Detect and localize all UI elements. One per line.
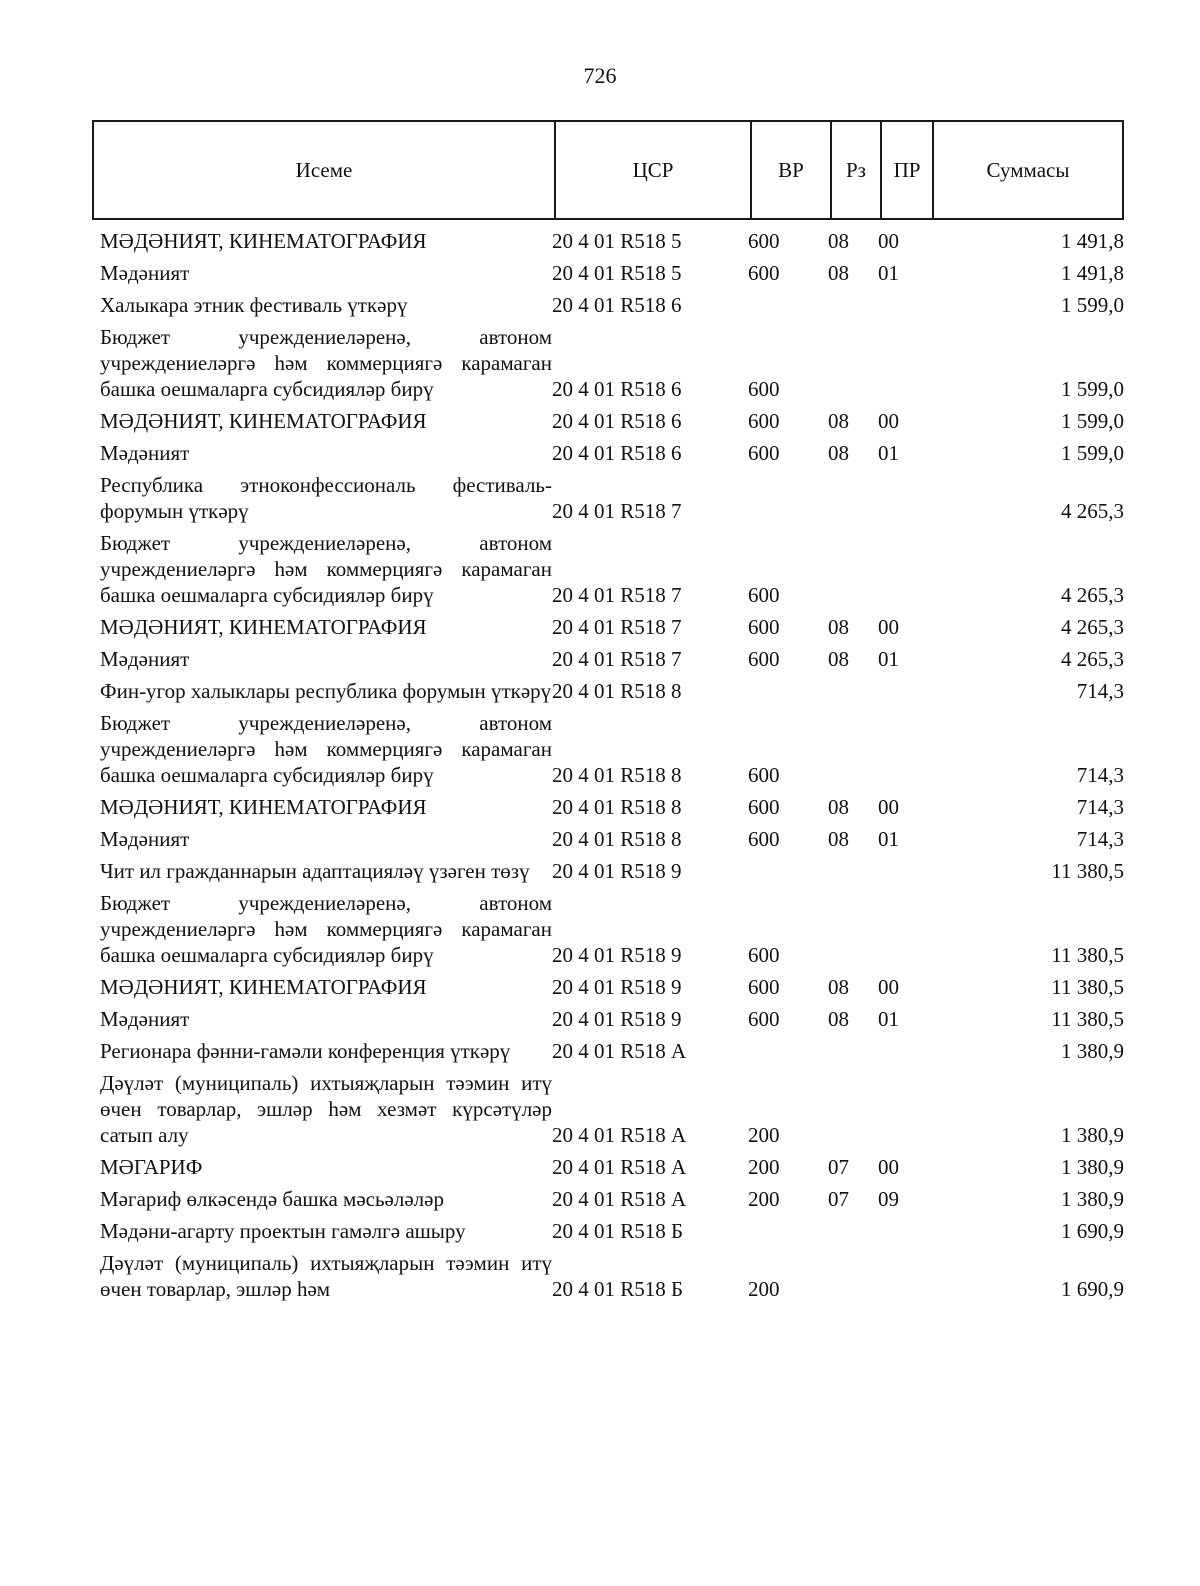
column-header-csr: ЦСР: [554, 122, 750, 218]
table-row: [100, 1212, 1124, 1244]
cell-rz: [828, 852, 878, 884]
cell-vr: [748, 672, 828, 704]
page-number: 726: [583, 63, 617, 88]
cell-sum: 1 690,9: [1061, 1219, 1124, 1243]
cell-name: Мәдәният: [100, 1007, 190, 1031]
cell-rz: 08: [828, 647, 849, 671]
cell-rz: [828, 318, 878, 402]
cell-rz: 08: [828, 229, 849, 253]
column-header-rz: Рз: [830, 122, 880, 218]
cell-name: Мәдәни-агарту проектын гамәлгә ашыру: [100, 1219, 466, 1243]
cell-name: Бюджет учреждениеләренә, автоном учреждениеләргә һәм коммерциягә карамаган башка оешмаларга субсидияләр бирү: [100, 711, 552, 787]
column-header-pr: ПР: [880, 122, 932, 218]
cell-csr: 20 4 01 R518 9: [552, 859, 682, 883]
cell-vr: [748, 1032, 828, 1064]
cell-name: Фин-угор халыклары республика форумын үткәрү: [100, 679, 552, 703]
cell-name: МӘГАРИФ: [100, 1155, 203, 1179]
cell-pr: 00: [878, 795, 899, 819]
cell-rz: [828, 466, 878, 524]
table-row: [100, 608, 1124, 640]
cell-vr: 600: [748, 409, 780, 433]
cell-csr: 20 4 01 R518 6: [552, 409, 682, 433]
cell-rz: [828, 1212, 878, 1244]
cell-sum: 1 599,0: [1061, 441, 1124, 465]
cell-sum: 11 380,5: [1051, 975, 1124, 999]
cell-pr: [878, 524, 930, 608]
cell-vr: 600: [748, 377, 780, 401]
cell-vr: 600: [748, 261, 780, 285]
table-row: [100, 788, 1124, 820]
table-row: [100, 704, 1124, 788]
cell-pr: [878, 672, 930, 704]
cell-vr: 600: [748, 1007, 780, 1031]
cell-name: Мәдәният: [100, 647, 190, 671]
cell-rz: [828, 1064, 878, 1148]
cell-sum: 1 380,9: [1061, 1155, 1124, 1179]
cell-csr: 20 4 01 R518 7: [552, 615, 682, 639]
table-row: [100, 1244, 1124, 1302]
table-row: [100, 434, 1124, 466]
cell-vr: 600: [748, 615, 780, 639]
table-row: [100, 1148, 1124, 1180]
cell-pr: 00: [878, 1155, 899, 1179]
cell-sum: 714,3: [1076, 827, 1124, 851]
cell-rz: 08: [828, 441, 849, 465]
cell-vr: 200: [748, 1123, 780, 1147]
cell-vr: [748, 852, 828, 884]
cell-name: Дәүләт (муниципаль) ихтыяҗларын тәэмин итү өчен товарлар, эшләр һәм: [100, 1251, 552, 1301]
cell-sum: 1 491,8: [1061, 229, 1124, 253]
cell-csr: 20 4 01 R518 8: [552, 827, 682, 851]
cell-sum: 11 380,5: [1051, 943, 1124, 967]
cell-vr: 600: [748, 795, 780, 819]
cell-csr: 20 4 01 R518 Б: [552, 1219, 684, 1243]
cell-vr: 600: [748, 583, 780, 607]
cell-vr: 600: [748, 827, 780, 851]
cell-vr: 200: [748, 1155, 780, 1179]
cell-pr: [878, 318, 930, 402]
cell-vr: 200: [748, 1277, 780, 1301]
cell-rz: [828, 1244, 878, 1302]
cell-name: МӘДӘНИЯТ, КИНЕМАТОГРАФИЯ: [100, 229, 427, 253]
table-row: [100, 852, 1124, 884]
cell-sum: 1 599,0: [1061, 293, 1124, 317]
table-header: [92, 120, 1124, 220]
cell-name: Дәүләт (муниципаль) ихтыяҗларын тәэмин итү өчен товарлар, эшләр һәм хезмәт күрсәтүләр сатып алу: [100, 1071, 552, 1147]
table-row: [100, 1032, 1124, 1064]
cell-pr: 01: [878, 827, 899, 851]
cell-pr: [878, 1244, 930, 1302]
cell-name: Республика этноконфессиональ фестиваль-форумын үткәрү: [100, 473, 552, 523]
cell-pr: [878, 286, 930, 318]
cell-name: Халыкара этник фестиваль үткәрү: [100, 293, 408, 317]
cell-sum: 1 380,9: [1061, 1123, 1124, 1147]
cell-sum: 11 380,5: [1051, 859, 1124, 883]
cell-pr: [878, 704, 930, 788]
cell-name: МӘДӘНИЯТ, КИНЕМАТОГРАФИЯ: [100, 615, 427, 639]
cell-sum: 1 491,8: [1061, 261, 1124, 285]
cell-name: Мәдәният: [100, 441, 190, 465]
cell-vr: 600: [748, 441, 780, 465]
cell-vr: [748, 1212, 828, 1244]
table-row: [100, 254, 1124, 286]
cell-pr: 00: [878, 975, 899, 999]
table-row: [100, 820, 1124, 852]
cell-sum: 4 265,3: [1061, 615, 1124, 639]
table-row: [100, 318, 1124, 402]
cell-pr: 01: [878, 647, 899, 671]
table-row: [100, 640, 1124, 672]
cell-rz: 07: [828, 1155, 849, 1179]
cell-vr: 600: [748, 647, 780, 671]
cell-rz: 08: [828, 615, 849, 639]
cell-csr: 20 4 01 R518 А: [552, 1039, 687, 1063]
cell-sum: 714,3: [1076, 763, 1124, 787]
cell-name: Мәдәният: [100, 827, 190, 851]
cell-rz: [828, 286, 878, 318]
cell-csr: 20 4 01 R518 7: [552, 499, 682, 523]
cell-vr: [748, 286, 828, 318]
cell-name: Бюджет учреждениеләренә, автоном учреждениеләргә һәм коммерциягә карамаган башка оешмаларга субсидияләр бирү: [100, 891, 552, 967]
cell-rz: 07: [828, 1187, 849, 1211]
cell-pr: [878, 1212, 930, 1244]
cell-pr: [878, 1032, 930, 1064]
cell-rz: [828, 524, 878, 608]
cell-pr: 00: [878, 409, 899, 433]
cell-csr: 20 4 01 R518 А: [552, 1155, 687, 1179]
table-body: [100, 222, 1124, 1302]
cell-csr: 20 4 01 R518 5: [552, 229, 682, 253]
cell-rz: [828, 672, 878, 704]
cell-sum: 1 690,9: [1061, 1277, 1124, 1301]
table-row: [100, 402, 1124, 434]
cell-name: МӘДӘНИЯТ, КИНЕМАТОГРАФИЯ: [100, 975, 427, 999]
cell-rz: [828, 884, 878, 968]
cell-sum: 714,3: [1076, 679, 1124, 703]
cell-pr: 09: [878, 1187, 899, 1211]
cell-pr: [878, 1064, 930, 1148]
cell-csr: 20 4 01 R518 А: [552, 1123, 687, 1147]
cell-csr: 20 4 01 R518 8: [552, 763, 682, 787]
cell-pr: 00: [878, 615, 899, 639]
cell-sum: 1 599,0: [1061, 377, 1124, 401]
table-row: [100, 222, 1124, 254]
cell-csr: 20 4 01 R518 7: [552, 583, 682, 607]
cell-csr: 20 4 01 R518 9: [552, 1007, 682, 1031]
table-row: [100, 1064, 1124, 1148]
cell-vr: 600: [748, 943, 780, 967]
cell-name: Мәгариф өлкәсендә башка мәсьәләләр: [100, 1187, 444, 1211]
column-header-name: Исеме: [295, 157, 353, 182]
cell-rz: 08: [828, 1007, 849, 1031]
cell-vr: 600: [748, 975, 780, 999]
table-row: [100, 286, 1124, 318]
cell-vr: 600: [748, 763, 780, 787]
cell-csr: 20 4 01 R518 5: [552, 261, 682, 285]
budget-table: [100, 222, 1124, 1302]
cell-rz: [828, 1032, 878, 1064]
cell-rz: 08: [828, 975, 849, 999]
cell-sum: 714,3: [1076, 795, 1124, 819]
cell-csr: 20 4 01 R518 А: [552, 1187, 687, 1211]
table-row: [100, 1000, 1124, 1032]
table-row: [100, 672, 1124, 704]
table-row: [100, 524, 1124, 608]
cell-vr: [748, 466, 828, 524]
cell-name: Мәдәният: [100, 261, 190, 285]
cell-pr: 00: [878, 229, 899, 253]
cell-rz: 08: [828, 795, 849, 819]
cell-name: МӘДӘНИЯТ, КИНЕМАТОГРАФИЯ: [100, 409, 427, 433]
cell-name: Бюджет учреждениеләренә, автоном учреждениеләргә һәм коммерциягә карамаган башка оешмаларга субсидияләр бирү: [100, 325, 552, 401]
cell-sum: 11 380,5: [1051, 1007, 1124, 1031]
cell-pr: [878, 852, 930, 884]
cell-name: МӘДӘНИЯТ, КИНЕМАТОГРАФИЯ: [100, 795, 427, 819]
cell-csr: 20 4 01 R518 7: [552, 647, 682, 671]
table-row: [100, 466, 1124, 524]
cell-sum: 1 380,9: [1061, 1039, 1124, 1063]
cell-csr: 20 4 01 R518 8: [552, 795, 682, 819]
cell-name: Чит ил гражданнарын адаптацияләү үзәген төзү: [100, 859, 530, 883]
cell-csr: 20 4 01 R518 6: [552, 293, 682, 317]
cell-csr: 20 4 01 R518 Б: [552, 1277, 684, 1301]
cell-pr: [878, 466, 930, 524]
cell-csr: 20 4 01 R518 9: [552, 943, 682, 967]
cell-rz: [828, 704, 878, 788]
table-row: [100, 968, 1124, 1000]
cell-sum: 1 599,0: [1061, 409, 1124, 433]
cell-sum: 1 380,9: [1061, 1187, 1124, 1211]
cell-name: Регионара фәнни-гамәли конференция үткәрү: [100, 1039, 511, 1063]
cell-pr: 01: [878, 441, 899, 465]
cell-rz: 08: [828, 827, 849, 851]
cell-csr: 20 4 01 R518 6: [552, 441, 682, 465]
cell-sum: 4 265,3: [1061, 583, 1124, 607]
column-header-sum: Суммасы: [932, 122, 1122, 218]
cell-pr: [878, 884, 930, 968]
cell-rz: 08: [828, 409, 849, 433]
cell-rz: 08: [828, 261, 849, 285]
cell-sum: 4 265,3: [1061, 647, 1124, 671]
cell-pr: 01: [878, 1007, 899, 1031]
cell-sum: 4 265,3: [1061, 499, 1124, 523]
cell-vr: 200: [748, 1187, 780, 1211]
cell-pr: 01: [878, 261, 899, 285]
cell-csr: 20 4 01 R518 9: [552, 975, 682, 999]
cell-vr: 600: [748, 229, 780, 253]
cell-csr: 20 4 01 R518 6: [552, 377, 682, 401]
cell-name: Бюджет учреждениеләренә, автоном учреждениеләргә һәм коммерциягә карамаган башка оешмаларга субсидияләр бирү: [100, 531, 552, 607]
table-row: [100, 884, 1124, 968]
column-header-vr: ВР: [750, 122, 830, 218]
table-row: [100, 1180, 1124, 1212]
cell-csr: 20 4 01 R518 8: [552, 679, 682, 703]
